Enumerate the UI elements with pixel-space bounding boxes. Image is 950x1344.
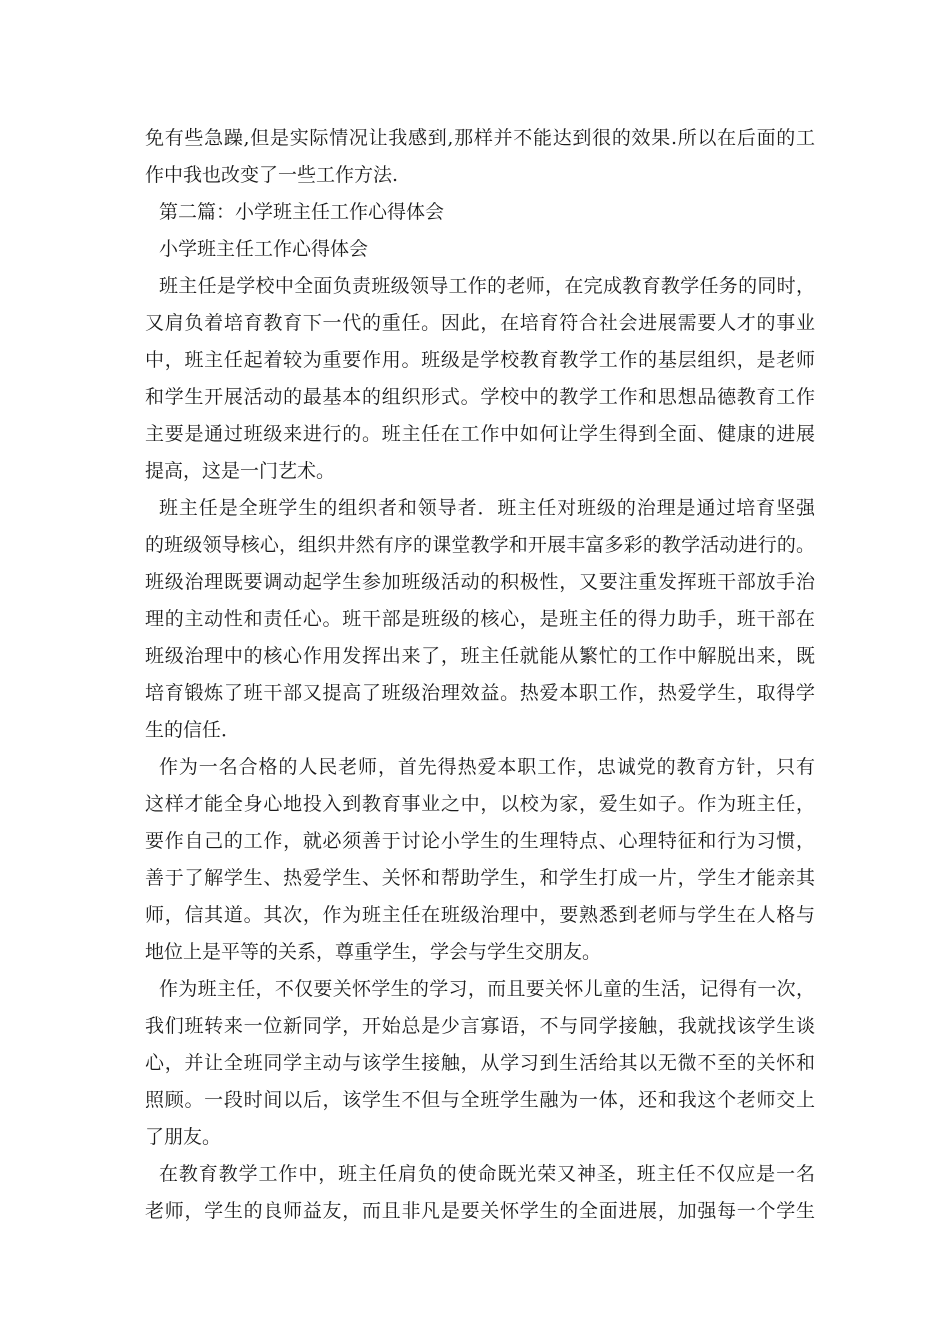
text-line: 地位上是平等的关系，尊重学生，学会与学生交朋友。: [145, 941, 602, 963]
text-line: 免有些急躁,但是实际情况让我感到,那样并不能达到很的效果.所以在后面的工: [145, 127, 815, 149]
text-line: 培育锻炼了班干部又提高了班级治理效益。热爱本职工作，热爱学生，取得学: [145, 682, 815, 704]
text-line: 提高，这是一门艺术。: [145, 460, 336, 482]
text-line: 班主任是全班学生的组织者和领导者．班主任对班级的治理是通过培育坚强: [159, 497, 815, 519]
text-line: 班级治理中的核心作用发挥出来了，班主任就能从繁忙的工作中解脱出来，既: [145, 645, 815, 667]
text-line: 师，信其道。其次，作为班主任在班级治理中，要熟悉到老师与学生在人格与: [145, 904, 815, 926]
text-line: 班主任是学校中全面负责班级领导工作的老师，在完成教育教学任务的同时，: [159, 275, 815, 297]
text-line: 善于了解学生、热爱学生、关怀和帮助学生，和学生打成一片，学生才能亲其: [145, 867, 815, 889]
text-line: 中，班主任起着较为重要作用。班级是学校教育教学工作的基层组织，是老师: [145, 349, 815, 371]
text-line: 主要是通过班级来进行的。班主任在工作中如何让学生得到全面、健康的进展: [145, 423, 815, 445]
text-line: 照顾。一段时间以后，该学生不但与全班学生融为一体，还和我这个老师交上: [145, 1089, 815, 1111]
text-line: 理的主动性和责任心。班干部是班级的核心，是班主任的得力助手，班干部在: [145, 608, 815, 630]
text-line: 老师，学生的良师益友，而且非凡是要关怀学生的全面进展，加强每一个学生: [145, 1200, 815, 1222]
text-line: 班级治理既要调动起学生参加班级活动的积极性，又要注重发挥班干部放手治: [145, 571, 815, 593]
text-line: 作为班主任，不仅要关怀学生的学习，而且要关怀儿童的生活，记得有一次，: [159, 978, 815, 1000]
text-line: 又肩负着培育教育下一代的重任。因此，在培育符合社会进展需要人才的事业: [145, 312, 815, 334]
text-line: 在教育教学工作中，班主任肩负的使命既光荣又神圣，班主任不仅应是一名: [159, 1163, 815, 1185]
text-line: 作中我也改变了一些工作方法.: [145, 164, 399, 186]
text-line: 第二篇：小学班主任工作心得体会: [159, 201, 445, 223]
text-line: 和学生开展活动的最基本的组织形式。学校中的教学工作和思想品德教育工作: [145, 386, 815, 408]
text-line: 要作自己的工作，就必须善于讨论小学生的生理特点、心理特征和行为习惯，: [145, 830, 815, 852]
text-line: 我们班转来一位新同学，开始总是少言寡语，不与同学接触，我就找该学生谈: [145, 1015, 815, 1037]
document-body: [145, 120, 815, 1230]
text-line: 心，并让全班同学主动与该学生接触，从学习到生活给其以无微不至的关怀和: [145, 1052, 815, 1074]
text-line: 这样才能全身心地投入到教育事业之中，以校为家，爱生如子。作为班主任，: [145, 793, 815, 815]
text-line: 了朋友。: [145, 1126, 222, 1148]
text-line: 生的信任．: [145, 719, 241, 741]
text-line: 小学班主任工作心得体会: [159, 238, 369, 260]
text-line: 作为一名合格的人民老师，首先得热爱本职工作，忠诚党的教育方针，只有: [159, 756, 815, 778]
text-line: 的班级领导核心，组织井然有序的课堂教学和开展丰富多彩的教学活动进行的。: [145, 534, 815, 556]
